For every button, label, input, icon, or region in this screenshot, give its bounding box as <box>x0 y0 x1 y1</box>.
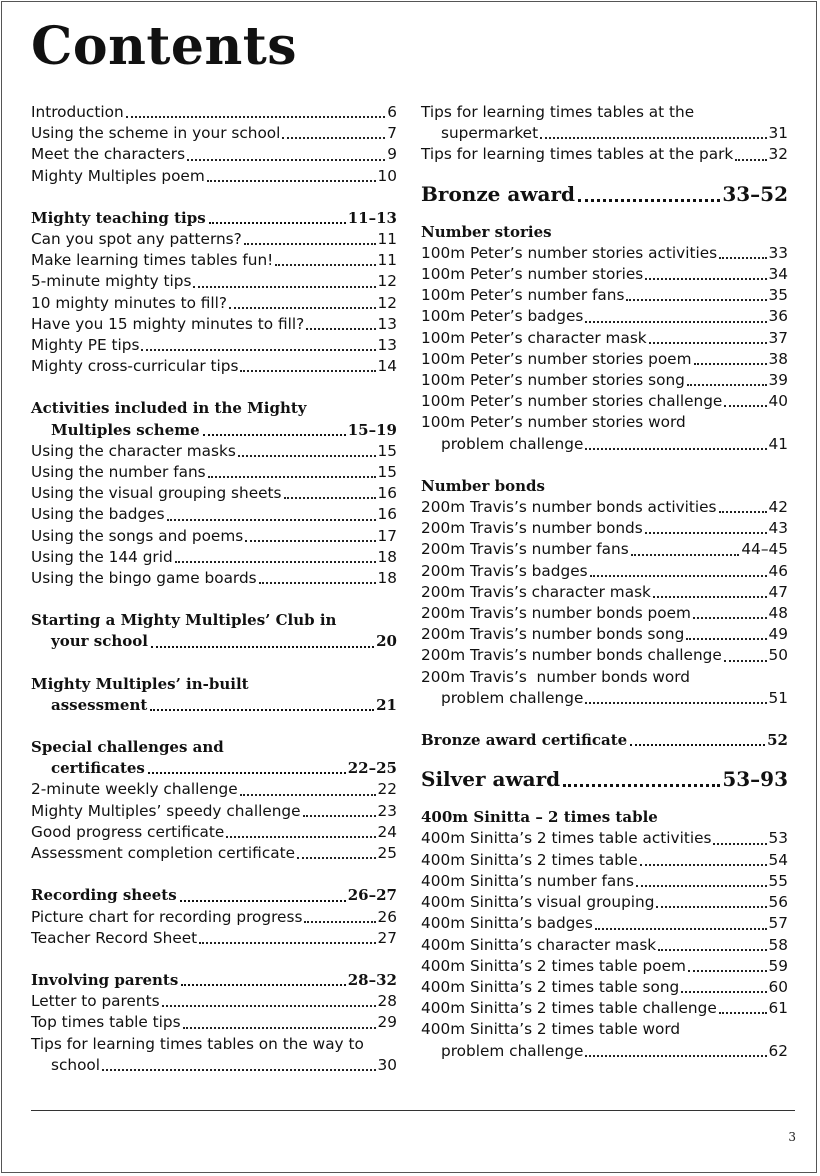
subheading-number-bonds: Number bonds <box>421 476 545 495</box>
toc-entry[interactable]: 200m Travis’s number bonds challenge 50 <box>421 646 788 665</box>
toc-entry[interactable]: 100m Peter’s number stories song 39 <box>421 371 788 390</box>
toc-entry[interactable]: Tips for learning times tables at the park 32 <box>421 145 788 164</box>
toc-entry[interactable]: 100m Peter’s number stories activities 33 <box>421 243 788 262</box>
toc-entry[interactable]: Assessment completion certificate 25 <box>31 844 397 863</box>
toc-entry[interactable]: Teacher Record Sheet 27 <box>31 928 397 947</box>
toc-entry[interactable]: Introduction 6 <box>31 103 397 121</box>
section-heading-assessment[interactable]: Mighty Multiples’ in-built assessment 21 <box>31 674 397 714</box>
toc-entry[interactable]: 200m Travis’s number bonds poem 48 <box>421 604 788 623</box>
toc-entry[interactable]: Meet the characters 9 <box>31 145 397 164</box>
toc-entry[interactable]: Have you 15 mighty minutes to fill? 13 <box>31 314 397 333</box>
toc-entry-wrapped[interactable]: 200m Travis’s number bonds word problem challenge 51 <box>421 667 788 707</box>
toc-entry[interactable]: 2-minute weekly challenge 22 <box>31 780 397 799</box>
section-heading-recording[interactable]: Recording sheets 26–27 <box>31 886 397 905</box>
toc-entry[interactable]: Using the 144 grid 18 <box>31 547 397 566</box>
page-title: Contents <box>31 16 298 77</box>
toc-entry[interactable]: Using the number fans 15 <box>31 463 397 482</box>
toc-entry-wrapped[interactable]: Tips for learning times tables at the supermarket 31 <box>421 103 788 143</box>
toc-entry[interactable]: 100m Peter’s badges 36 <box>421 307 788 326</box>
subheading-number-stories: Number stories <box>421 222 552 241</box>
toc-entry[interactable]: 400m Sinitta’s 2 times table poem 59 <box>421 956 788 975</box>
toc-entry[interactable]: 400m Sinitta’s 2 times table activities 53 <box>421 829 788 848</box>
toc-entry[interactable]: 200m Travis’s number bonds song 49 <box>421 625 788 644</box>
toc-entry[interactable]: 400m Sinitta’s 2 times table challenge 61 <box>421 999 788 1018</box>
toc-entry[interactable]: Good progress certificate 24 <box>31 822 397 841</box>
toc-entry[interactable]: Mighty PE tips 13 <box>31 336 397 355</box>
toc-entry[interactable]: 5-minute mighty tips 12 <box>31 272 397 291</box>
toc-entry-wrapped[interactable]: 100m Peter’s number stories word problem challenge 41 <box>421 413 788 453</box>
toc-entry[interactable]: Using the character masks 15 <box>31 441 397 460</box>
toc-entry[interactable]: 400m Sinitta’s character mask 58 <box>421 935 788 954</box>
toc-entry-wrapped[interactable]: Tips for learning times tables on the way to school 30 <box>31 1034 397 1074</box>
toc-entry[interactable]: 100m Peter’s number stories challenge 40 <box>421 392 788 411</box>
toc-entry[interactable]: Using the badges 16 <box>31 505 397 524</box>
toc-entry[interactable]: Mighty Multiples poem 10 <box>31 166 397 185</box>
award-heading-bronze[interactable]: Bronze award 33–52 <box>421 181 788 206</box>
toc-entry-wrapped[interactable]: 400m Sinitta’s 2 times table word problem challenge 62 <box>421 1020 788 1060</box>
toc-entry[interactable]: 400m Sinitta’s number fans 55 <box>421 871 788 890</box>
section-heading-parents[interactable]: Involving parents 28–32 <box>31 970 397 989</box>
toc-entry[interactable]: Using the scheme in your school 7 <box>31 124 397 143</box>
toc-entry[interactable]: 100m Peter’s number stories poem 38 <box>421 349 788 368</box>
section-heading-challenges[interactable]: Special challenges and certificates 22–25 <box>31 738 397 778</box>
toc-entry[interactable]: 100m Peter’s character mask 37 <box>421 328 788 347</box>
toc-entry[interactable]: 100m Peter’s number stories 34 <box>421 265 788 284</box>
section-heading-teaching[interactable]: Mighty teaching tips 11–13 <box>31 208 397 227</box>
toc-left-column <box>31 102 397 1076</box>
toc-entry[interactable]: Using the bingo game boards 18 <box>31 569 397 588</box>
toc-entry[interactable]: Mighty cross-curricular tips 14 <box>31 357 397 376</box>
toc-entry[interactable]: Top times table tips 29 <box>31 1013 397 1032</box>
toc-entry[interactable]: 200m Travis’s badges 46 <box>421 561 788 580</box>
page-number: 3 <box>788 1130 796 1144</box>
toc-entry[interactable]: Can you spot any patterns? 11 <box>31 230 397 249</box>
toc-right-column <box>421 102 788 1062</box>
toc-entry[interactable]: 200m Travis’s number fans 44–45 <box>421 540 788 559</box>
award-heading-silver[interactable]: Silver award 53–93 <box>421 767 788 792</box>
toc-entry[interactable]: Picture chart for recording progress 26 <box>31 907 397 926</box>
toc-entry[interactable]: 200m Travis’s number bonds 43 <box>421 519 788 538</box>
toc-entry[interactable]: Mighty Multiples’ speedy challenge 23 <box>31 801 397 820</box>
toc-entry[interactable]: 400m Sinitta’s badges 57 <box>421 914 788 933</box>
toc-entry[interactable]: 100m Peter’s number fans 35 <box>421 286 788 305</box>
subheading-sinitta: 400m Sinitta – 2 times table <box>421 808 658 827</box>
toc-entry[interactable]: Using the visual grouping sheets 16 <box>31 484 397 503</box>
toc-entry[interactable]: 400m Sinitta’s 2 times table 54 <box>421 850 788 869</box>
intro-list <box>31 102 397 187</box>
section-heading-club[interactable]: Starting a Mighty Multiples’ Club in your school 20 <box>31 611 397 651</box>
toc-entry[interactable]: 400m Sinitta’s visual grouping 56 <box>421 893 788 912</box>
toc-entry[interactable]: Make learning times tables fun! 11 <box>31 251 397 270</box>
toc-entry[interactable]: Using the songs and poems 17 <box>31 526 397 545</box>
bronze-certificate-entry[interactable]: Bronze award certificate 52 <box>421 731 788 750</box>
toc-entry[interactable]: Letter to parents 28 <box>31 992 397 1011</box>
toc-entry[interactable]: 200m Travis’s number bonds activities 42 <box>421 498 788 517</box>
toc-entry[interactable]: 200m Travis’s character mask 47 <box>421 582 788 601</box>
footer-rule <box>31 1110 795 1111</box>
section-heading-activities[interactable]: Activities included in the Mighty Multiples scheme 15–19 <box>31 399 397 439</box>
toc-entry[interactable]: 400m Sinitta’s 2 times table song 60 <box>421 977 788 996</box>
toc-entry[interactable]: 10 mighty minutes to fill? 12 <box>31 293 397 312</box>
